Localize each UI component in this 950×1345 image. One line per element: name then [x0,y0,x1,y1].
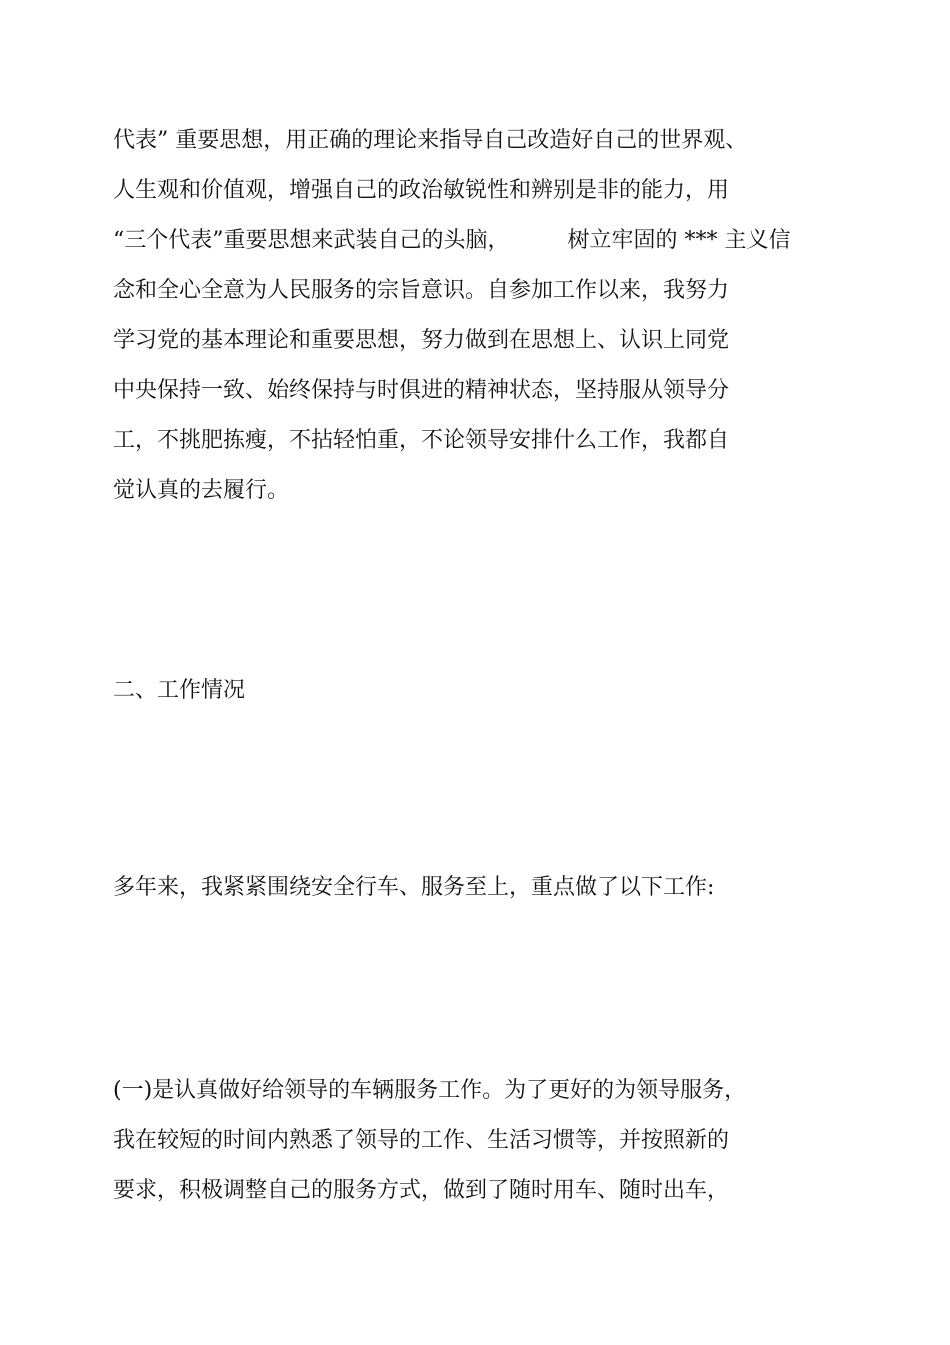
text-segment: “三个代表”重要思想来武装自己的头脑， [113,228,510,253]
text-line: 中央保持一致、始终保持与时俱进的精神状态，坚持服从领导分 [113,378,730,403]
text-line: (一)是认真做好给领导的车辆服务工作。为了更好的为领导服务， [113,1078,747,1103]
text-line: 要求，积极调整自己的服务方式，做到了随时用车、随时出车， [113,1178,730,1203]
text-line: 我在较短的时间内熟悉了领导的工作、生活习惯等，并按照新的 [113,1128,730,1153]
text-line: 学习党的基本理论和重要思想，努力做到在思想上、认识上同党 [113,328,730,353]
intro-line: 多年来，我紧紧围绕安全行车、服务至上，重点做了以下工作: [113,875,715,900]
text-line: 人生观和价值观，增强自己的政治敏锐性和辨别是非的能力，用 [113,178,730,203]
text-line [113,227,791,255]
text-line: 念和全心全意为人民服务的宗旨意识。自参加工作以来，我努力 [113,278,730,303]
text-line: 工，不挑肥拣瘦，不拈轻怕重，不论领导安排什么工作，我都自 [113,428,730,453]
section-heading: 二、工作情况 [113,678,246,703]
text-line: 觉认真的去履行。 [113,478,290,503]
text-line: 代表” 重要思想，用正确的理论来指导自己改造好自己的世界观、 [113,128,748,153]
text-segment: 树立牢固的 *** 主义信 [567,228,791,253]
